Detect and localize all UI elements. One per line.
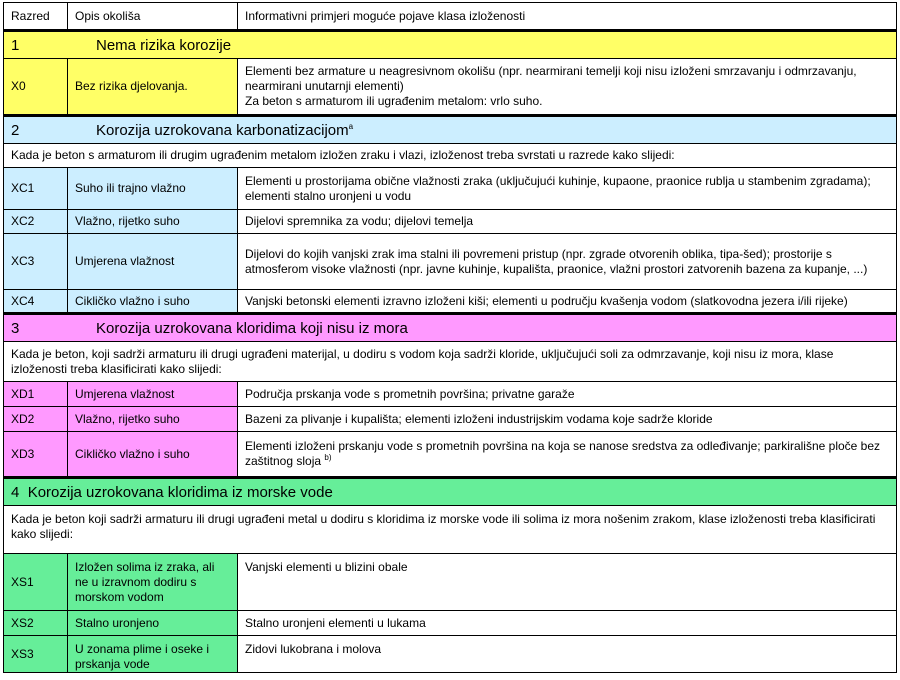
group-title-footnote: a [348,121,354,131]
example-text: Zidovi lukobrana i molova [238,636,897,673]
table-row [4,611,897,636]
table-row [4,168,897,210]
environment-desc: Izložen solima iz zraka, ali ne u izravnom dodiru s morskom vodom [68,554,238,611]
class-code: XS2 [4,611,68,636]
class-code: X0 [4,59,68,116]
class-code: XD2 [4,407,68,432]
environment-desc: Suho ili trajno vlažno [68,168,238,210]
table-row [4,407,897,432]
example-text: Elementi bez armature u neagresivnom okolišu (npr. nearmirani temelji koji nisu izloženi smrzavanju i odmrzavanju, nearmirani unutarnji elementi) [245,64,857,93]
example-text: Područja prskanja vode s prometnih površina; privatne garaže [238,382,897,407]
table-row [4,210,897,234]
table-header-row [4,3,897,31]
header-examples: Informativni primjeri moguće pojave klasa izloženosti [238,3,897,31]
table-row [4,382,897,407]
group-title [4,478,897,506]
example-text: Vanjski betonski elementi izravno izloženi kiši; elementi u području kvašenja vodom (slatkovodna jezera i/ili rijeke) [238,290,897,314]
table-row [4,59,897,116]
intro-text: Kada je beton s armaturom ili drugim ugrađenim metalom izložen zraku i vlazi, izloženost treba svrstati u razrede kako slijedi: [4,144,897,168]
class-code: XC1 [4,168,68,210]
environment-desc: Vlažno, rijetko suho [68,210,238,234]
intro-text: Kada je beton koji sadrži armaturu ili drugi ugrađeni metal u dodiru s kloridima iz morske vode ili solima iz mora nošenim zrakom, klase izloženosti treba klasificirati kako slijedi: [4,506,897,554]
example-text: Bazeni za plivanje i kupališta; elementi izloženi industrijskim vodama koje sadrže kloride [238,407,897,432]
table-row [4,290,897,314]
group-title [4,314,897,342]
environment-desc: U zonama plime i oseke i prskanja vode [68,636,238,673]
group-title-text: Korozija uzrokovana kloridima iz morske vode [27,483,333,501]
intro-text: Kada je beton, koji sadrži armaturu ili drugi ugrađeni materijal, u dodiru s vodom koja sadrži kloride, uključujući soli za odmrzavanje, koji nisu iz mora, klase izloženosti treba klasificirati kako slijedi: [4,342,897,382]
environment-desc: Vlažno, rijetko suho [68,407,238,432]
table-row [4,432,897,478]
class-code: XD3 [4,432,68,478]
class-code: XD1 [4,382,68,407]
group-1-header [4,31,897,59]
table-row [4,554,897,611]
group-2-intro [4,144,897,168]
group-4-intro [4,506,897,554]
group-2-header [4,116,897,144]
group-title [4,31,897,59]
example-text: Dijelovi spremnika za vodu; dijelovi temelja [238,210,897,234]
environment-desc: Cikličko vlažno i suho [68,432,238,478]
header-class: Razred [4,3,68,31]
environment-desc: Bez rizika djelovanja. [68,59,238,116]
example-text: Elementi izloženi prskanju vode s prometnih površina na koja se nanose sredstva za odleđivanje; parkirališne ploče bez zaštitnog sloja [245,439,881,468]
exposure-classes-table [3,2,896,673]
group-number: 3 [11,319,20,337]
example-text: Stalno uronjeni elementi u lukama [238,611,897,636]
example-text: Dijelovi do kojih vanjski zrak ima stalni ili povremeni pristup (npr. zgrade otvorenih oblika, tipa-šed); prostorije s atmosferom visoke vlažnosti (npr. javne kuhinje, kupališta, praonice, vlažni prostori zatvorenih bazena za kupanje, ...) [238,234,897,290]
group-title-text: Korozija uzrokovana kloridima koji nisu iz mora [96,319,408,337]
group-title [4,116,897,144]
group-number: 1 [11,36,20,54]
environment-desc: Cikličko vlažno i suho [68,290,238,314]
group-number: 2 [11,121,20,139]
example-cell [238,432,897,478]
environment-desc: Umjerena vlažnost [68,234,238,290]
class-code: XC2 [4,210,68,234]
class-code: XS3 [4,636,68,673]
example-text-2: Za beton s armaturom ili ugrađenim metalom: vrlo suho. [245,94,543,108]
table-row [4,234,897,290]
group-title-text: Nema rizika korozije [96,36,232,54]
class-code: XS1 [4,554,68,611]
header-environment: Opis okoliša [68,3,238,31]
group-title-text: Korozija uzrokovana karbonatizacijom [96,121,349,139]
group-3-intro [4,342,897,382]
environment-desc: Stalno uronjeno [68,611,238,636]
environment-desc: Umjerena vlažnost [68,382,238,407]
example-text: Vanjski elementi u blizini obale [238,554,897,611]
class-code: XC4 [4,290,68,314]
group-3-header [4,314,897,342]
class-code: XC3 [4,234,68,290]
example-text: Elementi u prostorijama obične vlažnosti zraka (uključujući kuhinje, kupaone, praonice rublja u stambenim zgradama); elementi stalno uronjeni u vodu [238,168,897,210]
example-footnote: b) [324,453,332,462]
table-row [4,636,897,673]
example-cell [238,59,897,116]
group-4-header [4,478,897,506]
group-number: 4 [11,483,20,501]
